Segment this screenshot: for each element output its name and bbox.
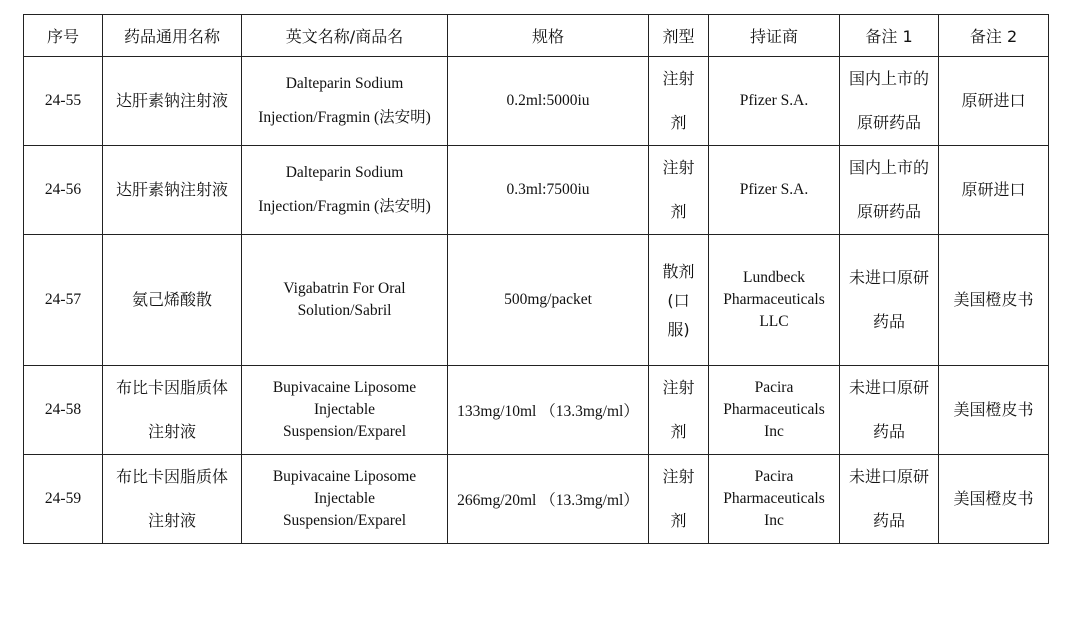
cell-english-name: Dalteparin Sodium Injection/Fragmin (法安明) — [242, 146, 448, 235]
table-row — [24, 235, 1049, 366]
cell-dosage-form: 注射 剂 — [649, 455, 709, 544]
cell-license-holder: Pacira Pharmaceuticals Inc — [709, 366, 840, 455]
cell-generic-name: 氨己烯酸散 — [103, 235, 242, 366]
cell-english-name: Bupivacaine Liposome Injectable Suspension/Exparel — [242, 366, 448, 455]
cell-note-2: 美国橙皮书 — [939, 455, 1049, 544]
header-note-1: 备注 1 — [840, 15, 939, 57]
cell-note-2: 原研进口 — [939, 146, 1049, 235]
cell-note-2: 原研进口 — [939, 57, 1049, 146]
cell-serial-no: 24-57 — [24, 235, 103, 366]
table-row — [24, 57, 1049, 146]
cell-generic-name: 达肝素钠注射液 — [103, 146, 242, 235]
cell-specification: 133mg/10ml （13.3mg/ml） — [448, 366, 649, 455]
table-row — [24, 146, 1049, 235]
cell-note-1: 国内上市的 原研药品 — [840, 57, 939, 146]
header-serial-no: 序号 — [24, 15, 103, 57]
cell-note-1: 未进口原研 药品 — [840, 235, 939, 366]
header-license-holder: 持证商 — [709, 15, 840, 57]
cell-license-holder: Pfizer S.A. — [709, 57, 840, 146]
cell-serial-no: 24-59 — [24, 455, 103, 544]
cell-license-holder: Pacira Pharmaceuticals Inc — [709, 455, 840, 544]
cell-dosage-form: 注射 剂 — [649, 366, 709, 455]
cell-specification: 266mg/20ml （13.3mg/ml） — [448, 455, 649, 544]
cell-dosage-form: 注射 剂 — [649, 146, 709, 235]
cell-serial-no: 24-58 — [24, 366, 103, 455]
cell-specification: 500mg/packet — [448, 235, 649, 366]
header-dosage-form: 剂型 — [649, 15, 709, 57]
header-generic-name: 药品通用名称 — [103, 15, 242, 57]
cell-dosage-form: 注射 剂 — [649, 57, 709, 146]
cell-english-name: Vigabatrin For Oral Solution/Sabril — [242, 235, 448, 366]
cell-note-1: 未进口原研 药品 — [840, 366, 939, 455]
table-row — [24, 455, 1049, 544]
cell-note-1: 未进口原研 药品 — [840, 455, 939, 544]
table-row — [24, 366, 1049, 455]
cell-note-1: 国内上市的 原研药品 — [840, 146, 939, 235]
cell-generic-name: 布比卡因脂质体 注射液 — [103, 366, 242, 455]
cell-generic-name: 布比卡因脂质体 注射液 — [103, 455, 242, 544]
drug-list-table — [23, 14, 1049, 544]
cell-generic-name: 达肝素钠注射液 — [103, 57, 242, 146]
cell-serial-no: 24-55 — [24, 57, 103, 146]
cell-note-2: 美国橙皮书 — [939, 366, 1049, 455]
header-specification: 规格 — [448, 15, 649, 57]
cell-english-name: Dalteparin Sodium Injection/Fragmin (法安明) — [242, 57, 448, 146]
cell-specification: 0.3ml:7500iu — [448, 146, 649, 235]
table-header-row — [24, 15, 1049, 57]
header-english-name: 英文名称/商品名 — [242, 15, 448, 57]
header-note-2: 备注 2 — [939, 15, 1049, 57]
cell-license-holder: Lundbeck Pharmaceuticals LLC — [709, 235, 840, 366]
cell-license-holder: Pfizer S.A. — [709, 146, 840, 235]
cell-serial-no: 24-56 — [24, 146, 103, 235]
cell-note-2: 美国橙皮书 — [939, 235, 1049, 366]
cell-english-name: Bupivacaine Liposome Injectable Suspension/Exparel — [242, 455, 448, 544]
cell-dosage-form: 散剂 (口 服) — [649, 235, 709, 366]
cell-specification: 0.2ml:5000iu — [448, 57, 649, 146]
